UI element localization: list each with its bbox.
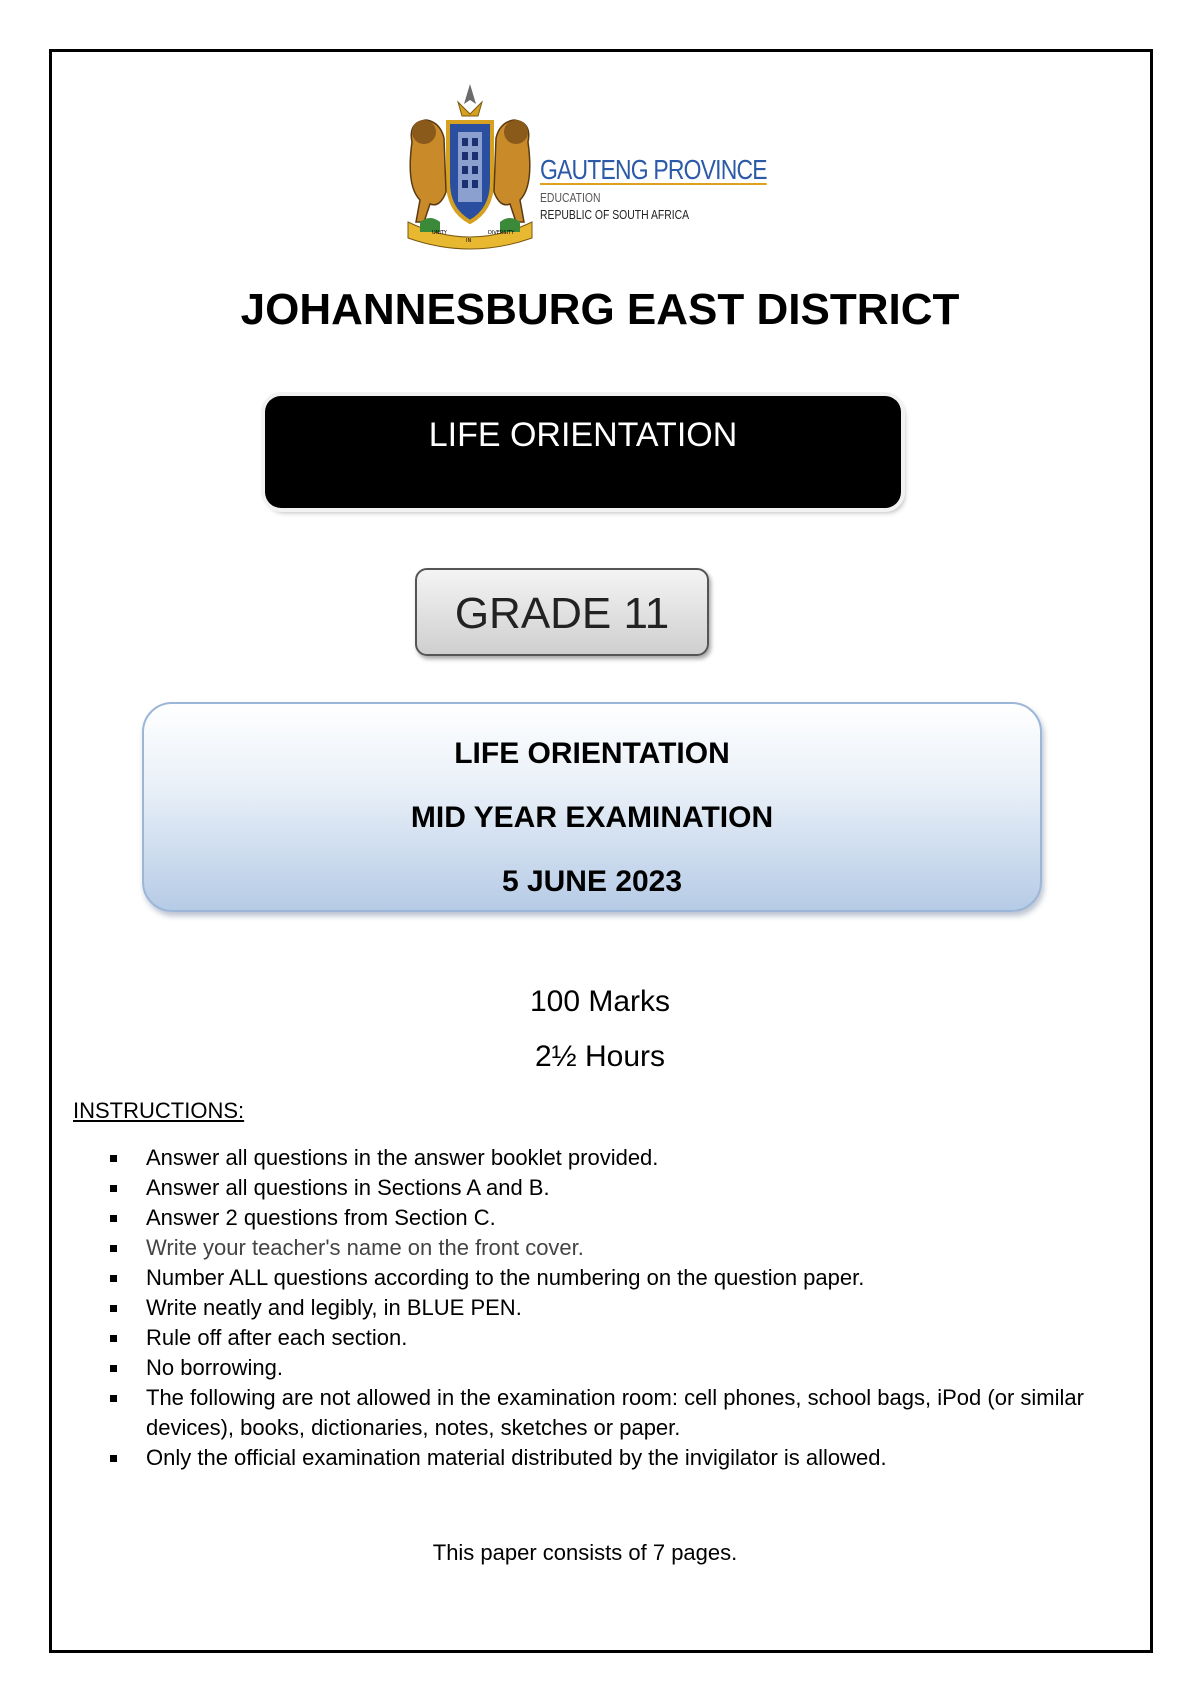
instruction-text: The following are not allowed in the examination room: cell phones, school bags, iPod (or similar devices), books, dictionaries, notes, sketches or paper.: [146, 1385, 1084, 1440]
motto-word: IN: [466, 238, 472, 244]
page-count-note: This paper consists of 7 pages.: [432, 1540, 738, 1565]
logo-org-name: GAUTENG PROVINCE: [540, 154, 767, 185]
instruction-item: [110, 1383, 1120, 1443]
instruction-text: Answer 2 questions from Section C.: [146, 1205, 496, 1230]
instruction-item: [110, 1323, 1120, 1353]
exam-info-box: [142, 702, 1042, 912]
instruction-text: Answer all questions in the answer booklet provided.: [146, 1145, 659, 1170]
instruction-text: No borrowing.: [146, 1355, 283, 1380]
bullet-icon: [110, 1155, 117, 1162]
instruction-text: Write neatly and legibly, in BLUE PEN.: [146, 1295, 522, 1320]
instruction-item: [110, 1263, 1120, 1293]
bullet-icon: [110, 1215, 117, 1222]
instruction-text: Number ALL questions according to the numbering on the question paper.: [146, 1265, 865, 1290]
instruction-item: [110, 1203, 1120, 1233]
instruction-item: [110, 1353, 1120, 1383]
instruction-item: [110, 1293, 1120, 1323]
instructions-heading: INSTRUCTIONS:: [73, 1098, 245, 1123]
logo-country: REPUBLIC OF SOUTH AFRICA: [540, 207, 690, 222]
bullet-icon: [110, 1455, 117, 1462]
subject-banner: [265, 396, 901, 508]
bullet-icon: [110, 1365, 117, 1372]
instruction-item: [110, 1233, 1120, 1263]
motto-word: DIVERSITY: [488, 230, 515, 236]
bullet-icon: [110, 1185, 117, 1192]
gauteng-logo: [400, 82, 767, 252]
coat-of-arms-icon: [400, 82, 540, 252]
instruction-text: Only the official examination material distributed by the invigilator is allowed.: [146, 1445, 887, 1470]
total-marks: 100 Marks: [529, 985, 671, 1018]
logo-department: EDUCATION: [540, 190, 601, 205]
district-title: JOHANNESBURG EAST DISTRICT: [240, 285, 960, 334]
instructions-list: [110, 1143, 1120, 1473]
instruction-text: Write your teacher's name on the front cover.: [146, 1235, 584, 1260]
motto-word: UNITY: [432, 230, 447, 236]
exam-title: MID YEAR EXAMINATION: [410, 801, 774, 834]
logo-text: [540, 154, 816, 222]
bullet-icon: [110, 1245, 117, 1252]
instruction-text: Rule off after each section.: [146, 1325, 408, 1350]
exam-subject: LIFE ORIENTATION: [454, 737, 730, 770]
bullet-icon: [110, 1395, 117, 1402]
instruction-item: [110, 1443, 1120, 1473]
instruction-item: [110, 1143, 1120, 1173]
exam-duration: 2½ Hours: [534, 1040, 666, 1073]
subject-label: LIFE ORIENTATION: [428, 416, 738, 454]
bullet-icon: [110, 1305, 117, 1312]
instruction-item: [110, 1173, 1120, 1203]
instruction-text: Answer all questions in Sections A and B.: [146, 1175, 550, 1200]
bullet-icon: [110, 1275, 117, 1282]
grade-badge: GRADE 11: [415, 568, 709, 656]
bullet-icon: [110, 1335, 117, 1342]
exam-date: 5 JUNE 2023: [501, 865, 683, 898]
